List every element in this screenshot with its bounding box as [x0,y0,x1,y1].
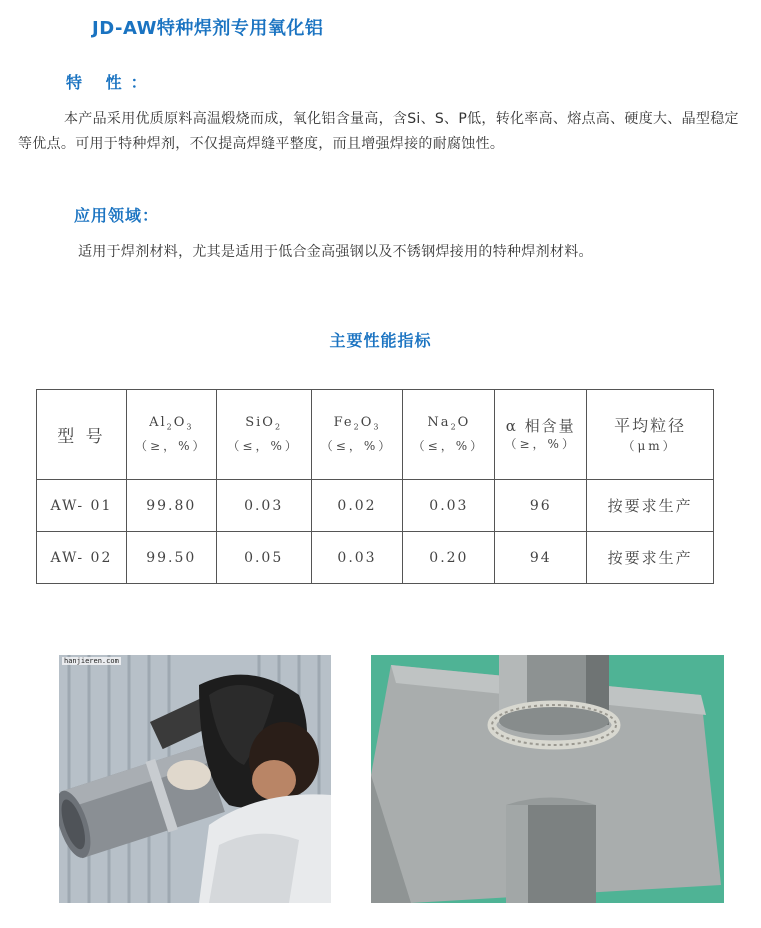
cell-model: AW- 01 [37,480,127,532]
features-text: 本产品采用优质原料高温煅烧而成，氧化铝含量高，含Si、S、P低，转化率高、熔点高、硬度大、晶型稳定等优点。可用于特种焊剂，不仅提高焊缝平整度，而且增强焊接的耐腐蚀性。 [18,111,739,152]
cell-alpha: 94 [495,532,587,584]
header-size: 平均粒径 （μm） [587,390,714,480]
cell-fe2o3: 0.02 [311,480,403,532]
cell-size: 按要求生产 [587,480,714,532]
table-row [37,480,714,532]
header-sio2: SiO$_2$ （≤，%） [216,390,311,480]
applications-text: 适用于焊剂材料，尤其是适用于低合金高强钢以及不锈钢焊接用的特种焊剂材料。 [78,244,593,260]
header-al2o3: $Al_2O_3$ （≥，%） [126,390,216,480]
header-fe2o3: $Fe_2O_3$ （≤，%） [311,390,403,480]
cell-na2o: 0.20 [403,532,495,584]
table-title: 主要性能指标 [329,331,432,350]
cell-model: AW- 02 [37,532,127,584]
header-na2o: $Na_2O$ （≤，%） [403,390,495,480]
table-row [37,532,714,584]
table-header-row [37,390,714,480]
cell-alpha: 96 [495,480,587,532]
cell-size: 按要求生产 [587,532,714,584]
welding-photo [59,655,331,903]
welder-illustration [59,655,331,903]
page-title: JD-AW特种焊剂专用氧化铝 [92,18,324,39]
cell-fe2o3: 0.03 [311,532,403,584]
watermark: hanjieren.com [64,657,119,665]
cell-sio2: 0.05 [216,532,311,584]
header-alpha: α 相含量 （≥，%） [495,390,587,480]
cell-al2o3: 99.50 [126,532,216,584]
cell-sio2: 0.03 [216,480,311,532]
weld-sample-photo [371,655,724,903]
applications-heading: 应用领域： [74,206,160,225]
features-heading: 特 性： [66,73,156,92]
header-model: 型 号 [37,390,127,480]
cell-al2o3: 99.80 [126,480,216,532]
weld-sample-illustration [371,655,724,903]
spec-table [36,389,714,584]
cell-na2o: 0.03 [403,480,495,532]
